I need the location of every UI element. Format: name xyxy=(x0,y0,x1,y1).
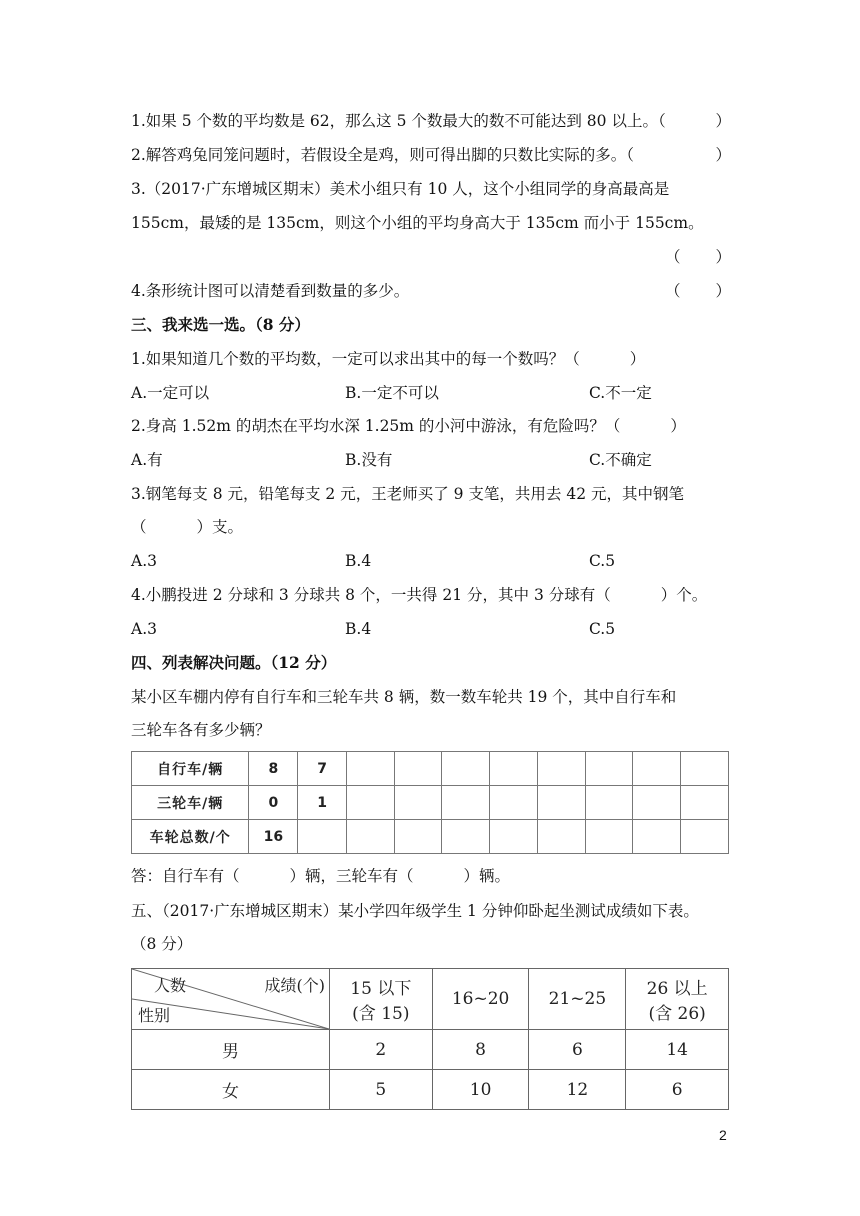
table-header-row xyxy=(132,969,729,1030)
judge-question-1: 1.如果 5 个数的平均数是 62，那么这 5 个数最大的数不可能达到 80 以上。（ ） xyxy=(131,112,731,130)
option-c: C.不一定 xyxy=(589,384,652,402)
judge-question-4: 4.条形统计图可以清楚看到数量的多少。 （ ） xyxy=(131,282,731,300)
judge-question-3-line1: 3.（2017·广东增城区期末）美术小组只有 10 人，这个小组同学的身高最高是 xyxy=(131,180,670,198)
bike-tricycle-table xyxy=(131,751,729,854)
option-a: A.3 xyxy=(131,552,157,570)
choice-question-3-line2: （ ）支。 xyxy=(131,518,244,536)
section-3-title: 三、我来选一选。（8 分） xyxy=(131,315,310,334)
answer-line: 答：自行车有（ ）辆，三轮车有（ ）辆。 xyxy=(131,867,511,885)
option-a: A.有 xyxy=(131,451,163,469)
problem-text-line2: 三轮车各有多少辆？ xyxy=(131,721,271,739)
option-a: A.一定可以 xyxy=(131,384,210,402)
choice-question-1: 1.如果知道几个数的平均数，一定可以求出其中的每一个数吗？（ ） xyxy=(131,350,646,368)
table-row: 男 2 8 6 14 xyxy=(132,1030,729,1070)
worksheet-page: 1.如果 5 个数的平均数是 62，那么这 5 个数最大的数不可能达到 80 以上。（ ） 2.解答鸡兔同笼问题时，若假设全是鸡，则可得出脚的只数比实际的多。（ ） 3.（2017·广东增城区期末）美术小组只有 10 人，这个小组同学的身高最高是 155cm，最矮的是 135cm，则这个小组的平均身高大于 135cm 而小于 155cm。 （ ） 4.条形统计图可以清楚看到数量的多少。 （ ） 三、我来选一选。（8 分） 1.如果知道几个数的平均数，一定可以求出其中的每一个数吗？（ ） A.一定可以 B.一定不可以 C.不一定 2.身高 1.52m 的胡杰在平均水深 1.25m 的小河中游泳，有危险吗？（ ） A.有 B.没有 C.不确定 3.钢笔每支 8 元，铅笔每支 2 元，王老师买了 9 支笔，共用去 42 元，其中钢笔 （ ）支。 A.3 B.4 C.5 4.小鹏投进 2 分球和 3 分球共 8 个，一共得 21 分，其中 3 分球有（ ）个。 A.3 B.4 C.5 四、列表解决问题。（12 分） 某小区车棚内停有自行车和三轮车共 8 辆，数一数车轮共 19 个，其中自行车和 三轮车各有多少辆？ 自行车/辆 8 7 三轮车/辆 0 1 车轮总数/个 16 答：自行车有（ ）辆，三轮车有（ ）辆。 五、（2017·广东增城区期末）某小学四年级学生 1 分钟仰卧起坐测试成绩如下表。 （8 分） 人数 成绩(个) 性别 15 以下 (含 15) 16~20 21~25 26 以上 (含 26) 男 2 8 6 14 女 5 10 12 6 2 xyxy=(131,112,731,1143)
option-b: B.一定不可以 xyxy=(345,384,439,402)
section-5-title: 五、（2017·广东增城区期末）某小学四年级学生 1 分钟仰卧起坐测试成绩如下表。 xyxy=(131,902,699,920)
option-b: B.没有 xyxy=(345,451,393,469)
page-number: 2 xyxy=(719,1127,727,1143)
judge-question-2: 2.解答鸡兔同笼问题时，若假设全是鸡，则可得出脚的只数比实际的多。（ ） xyxy=(131,146,731,164)
column-header: 16~20 xyxy=(432,969,529,1030)
option-c: C.5 xyxy=(589,620,616,638)
situp-score-table xyxy=(131,968,729,1110)
column-header: 21~25 xyxy=(529,969,626,1030)
choice-question-3-line1: 3.钢笔每支 8 元，铅笔每支 2 元，王老师买了 9 支笔，共用去 42 元，其中钢笔 xyxy=(131,485,685,503)
table-row: 女 5 10 12 6 xyxy=(132,1070,729,1110)
choice-question-4: 4.小鹏投进 2 分球和 3 分球共 8 个，一共得 21 分，其中 3 分球有（ ）个。 xyxy=(131,586,708,604)
option-b: B.4 xyxy=(345,552,372,570)
column-header: 15 以下 (含 15) xyxy=(330,969,433,1030)
option-a: A.3 xyxy=(131,620,157,638)
section-5-points: （8 分） xyxy=(131,935,193,953)
section-4-title: 四、列表解决问题。（12 分） xyxy=(131,653,337,672)
table-row: 自行车/辆 8 7 xyxy=(132,752,729,786)
judge-question-3-line2: 155cm，最矮的是 135cm，则这个小组的平均身高大于 135cm 而小于 155cm。 xyxy=(131,214,704,232)
column-header: 26 以上 (含 26) xyxy=(626,969,729,1030)
option-c: C.5 xyxy=(589,552,616,570)
table-row: 车轮总数/个 16 xyxy=(132,820,729,854)
diagonal-header-cell: 人数 成绩(个) 性别 xyxy=(132,969,330,1030)
table-row: 三轮车/辆 0 1 xyxy=(132,786,729,820)
option-b: B.4 xyxy=(345,620,372,638)
problem-text-line1: 某小区车棚内停有自行车和三轮车共 8 辆，数一数车轮共 19 个，其中自行车和 xyxy=(131,688,677,706)
choice-question-2: 2.身高 1.52m 的胡杰在平均水深 1.25m 的小河中游泳，有危险吗？（ ） xyxy=(131,417,686,435)
option-c: C.不确定 xyxy=(589,451,652,469)
